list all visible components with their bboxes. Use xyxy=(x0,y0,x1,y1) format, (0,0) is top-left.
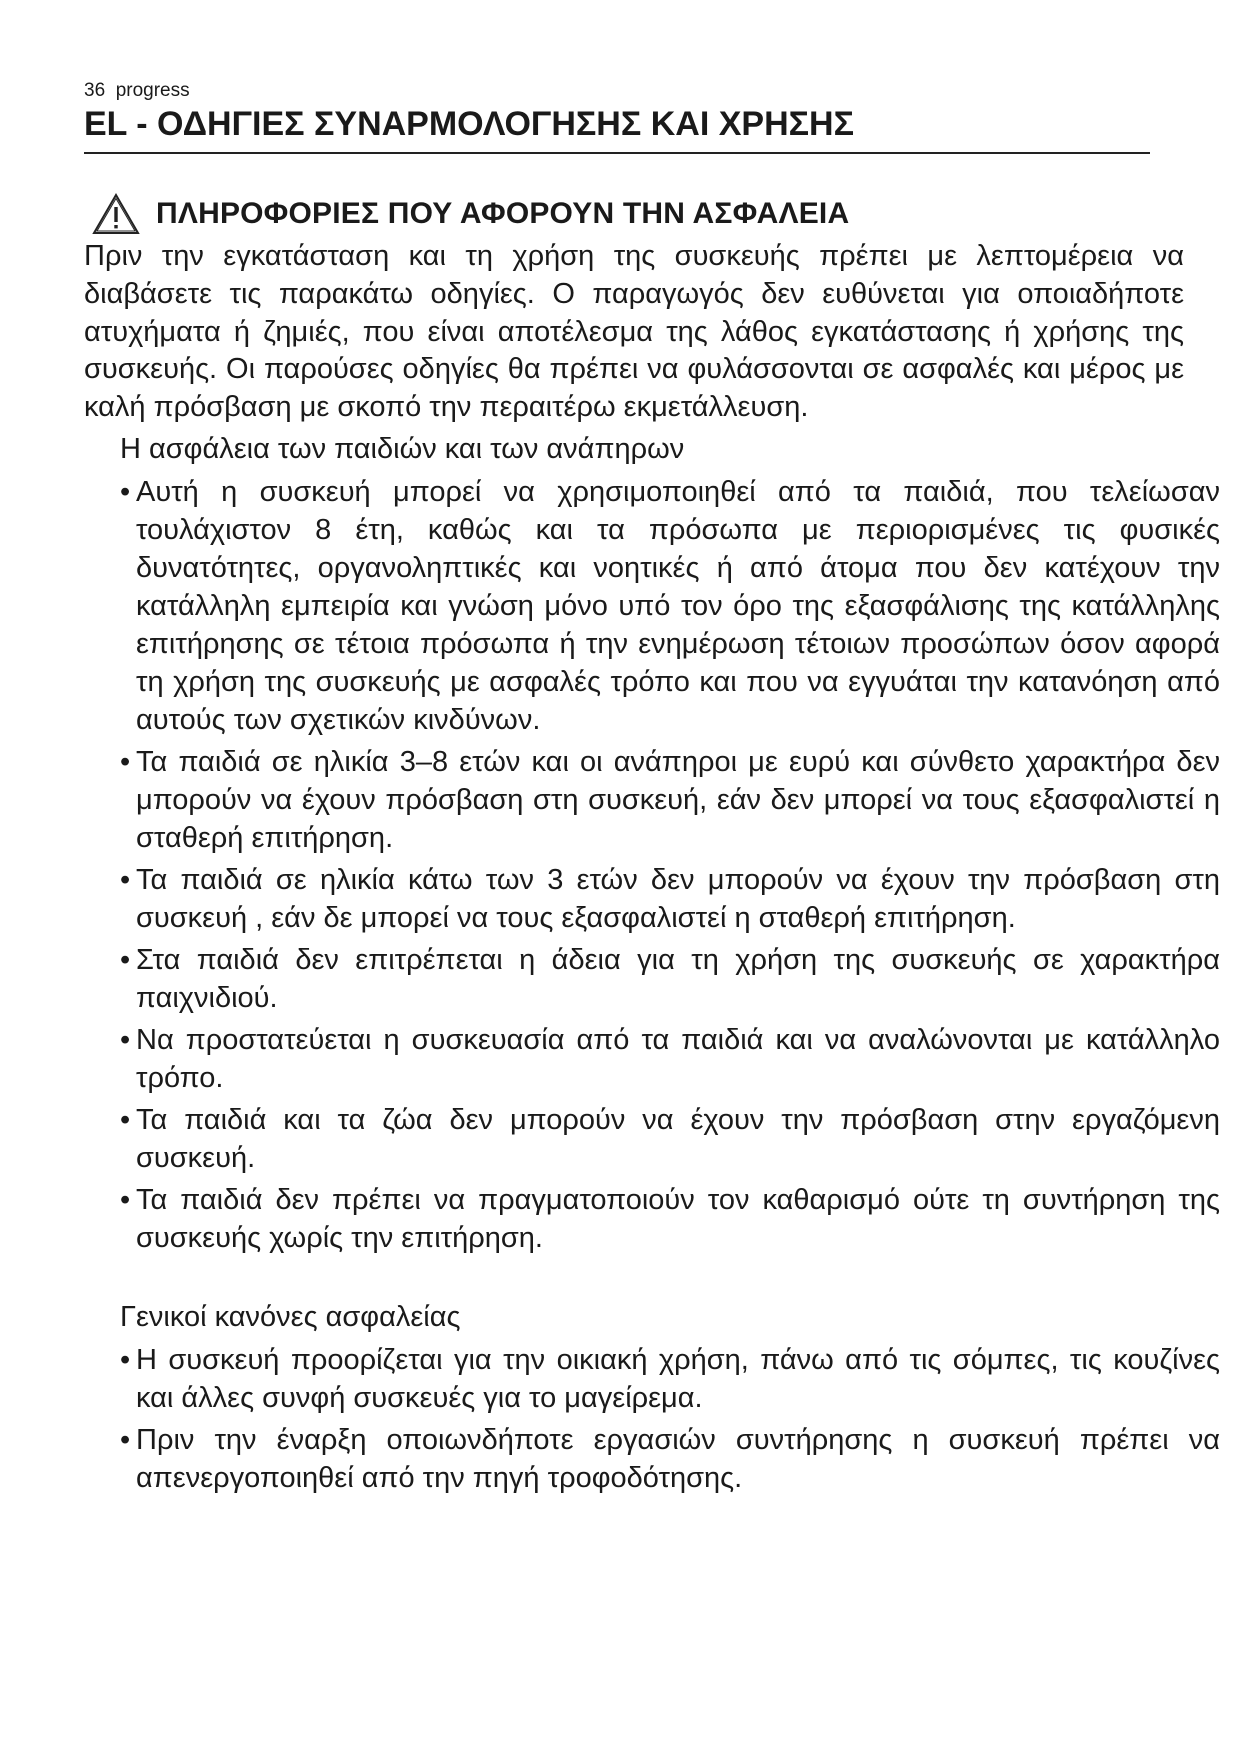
list-item: • Να προστατεύεται η συσκευασία από τα παιδιά και να αναλώνονται με κατάλληλο τρόπο. xyxy=(84,1021,1220,1097)
children-safety-heading: Η ασφάλεια των παιδιών και των ανάπηρων xyxy=(120,432,685,465)
section-heading-text: ΠΛΗΡΟΦΟΡΙΕΣ ΠΟΥ ΑΦΟΡΟΥΝ ΤΗΝ ΑΣΦΑΛΕΙΑ xyxy=(156,197,850,230)
bullet-icon: • xyxy=(120,1023,131,1056)
bullet-icon: • xyxy=(120,475,131,508)
bullet-icon: • xyxy=(120,1423,131,1456)
list-item: • Τα παιδιά δεν πρέπει να πραγματοποιούν τον καθαρισμό ούτε τη συντήρηση της συσκευής χωρίς την επιτήρηση. xyxy=(84,1181,1220,1257)
page-header xyxy=(84,80,1164,144)
warning-triangle-icon xyxy=(92,193,140,235)
list-item: • Στα παιδιά δεν επιτρέπεται η άδεια για τη χρήση της συσκευής σε χαρακτήρα παιχνιδιού. xyxy=(84,941,1220,1017)
bullet-icon: • xyxy=(120,745,131,778)
bullet-icon: • xyxy=(120,863,131,896)
safety-section-heading xyxy=(84,192,1164,236)
manual-page xyxy=(84,80,1220,1497)
list-item: • Τα παιδιά και τα ζώα δεν μπορούν να έχουν την πρόσβαση στην εργαζόμενη συσκευή. xyxy=(84,1101,1220,1177)
list-item: • Η συσκευή προορίζεται για την οικιακή χρήση, πάνω από τις σόμπες, τις κουζίνες και άλλες συνφή συσκευές για το μαγείρεμα. xyxy=(84,1341,1220,1417)
intro-paragraph: Πριν την εγκατάσταση και τη χρήση της συσκευής πρέπει με λεπτομέρεια να διαβάσετε τις παρακάτω οδηγίες. Ο παραγωγός δεν ευθύνεται για οποιαδήποτε ατυχήματα ή ζημιές, που είναι αποτέλεσμα της λάθος εγκατάστασης ή χρήσης της συσκευής. Οι παρούσες οδηγίες θα πρέπει να φυλάσσονται σε ασφαλές και μέρος με καλή πρόσβαση με σκοπό την περαιτέρω εκμετάλλευση. xyxy=(84,240,1184,424)
page-number: 36 xyxy=(84,80,106,101)
header-divider xyxy=(84,152,1150,154)
bullet-icon: • xyxy=(120,1183,131,1216)
list-item: • Τα παιδιά σε ηλικία 3–8 ετών και οι ανάπηροι με ευρύ και σύνθετο χαρακτήρα δεν μπορούν να έχουν πρόσβαση στη συσκευή, εάν δεν μπορεί να τους εξασφαλιστεί η σταθερή επιτήρηση. xyxy=(84,743,1220,857)
bullet-icon: • xyxy=(120,1103,131,1136)
bullet-icon: • xyxy=(120,1343,131,1376)
general-rules-heading: Γενικοί κανόνες ασφαλείας xyxy=(120,1300,461,1333)
bullet-icon: • xyxy=(120,943,131,976)
children-safety-list xyxy=(84,473,1220,1257)
page-number-line xyxy=(84,80,1164,102)
list-item: • Πριν την έναρξη οποιωνδήποτε εργασιών συντήρησης η συσκευή πρέπει να απενεργοποιηθεί από την πηγή τροφοδότησης. xyxy=(84,1421,1220,1497)
general-rules-list xyxy=(84,1341,1220,1497)
list-item: • Αυτή η συσκευή μπορεί να χρησιμοποιηθεί από τα παιδιά, που τελείωσαν τουλάχιστον 8 έτη, καθώς και τα πρόσωπα με περιορισμένες τις φυσικές δυνατότητες, οργανοληπτικές και νοητικές ή από άτομα που δεν κατέχουν την κατάλληλη εμπειρία και γνώση μόνο υπό τον όρο της εξασφάλισης της κατάλληλης επιτήρησης σε τέτοια πρόσωπα ή την ενημέρωση τέτοιων προσώπων όσον αφορά τη χρήση της συσκευής με ασφαλές τρόπο και που να εγγυάται την κατανόηση από αυτούς των σχετικών κινδύνων. xyxy=(84,473,1220,739)
list-item: • Τα παιδιά σε ηλικία κάτω των 3 ετών δεν μπορούν να έχουν την πρόσβαση στη συσκευή , εάν δε μπορεί να τους εξασφαλιστεί η σταθερή επιτήρηση. xyxy=(84,861,1220,937)
document-title: EL - ΟΔΗΓΙΕΣ ΣΥΝΑΡΜΟΛΟΓΗΣΗΣ ΚΑΙ ΧΡΗΣΗΣ xyxy=(84,105,854,143)
brand-name: progress xyxy=(115,80,190,101)
